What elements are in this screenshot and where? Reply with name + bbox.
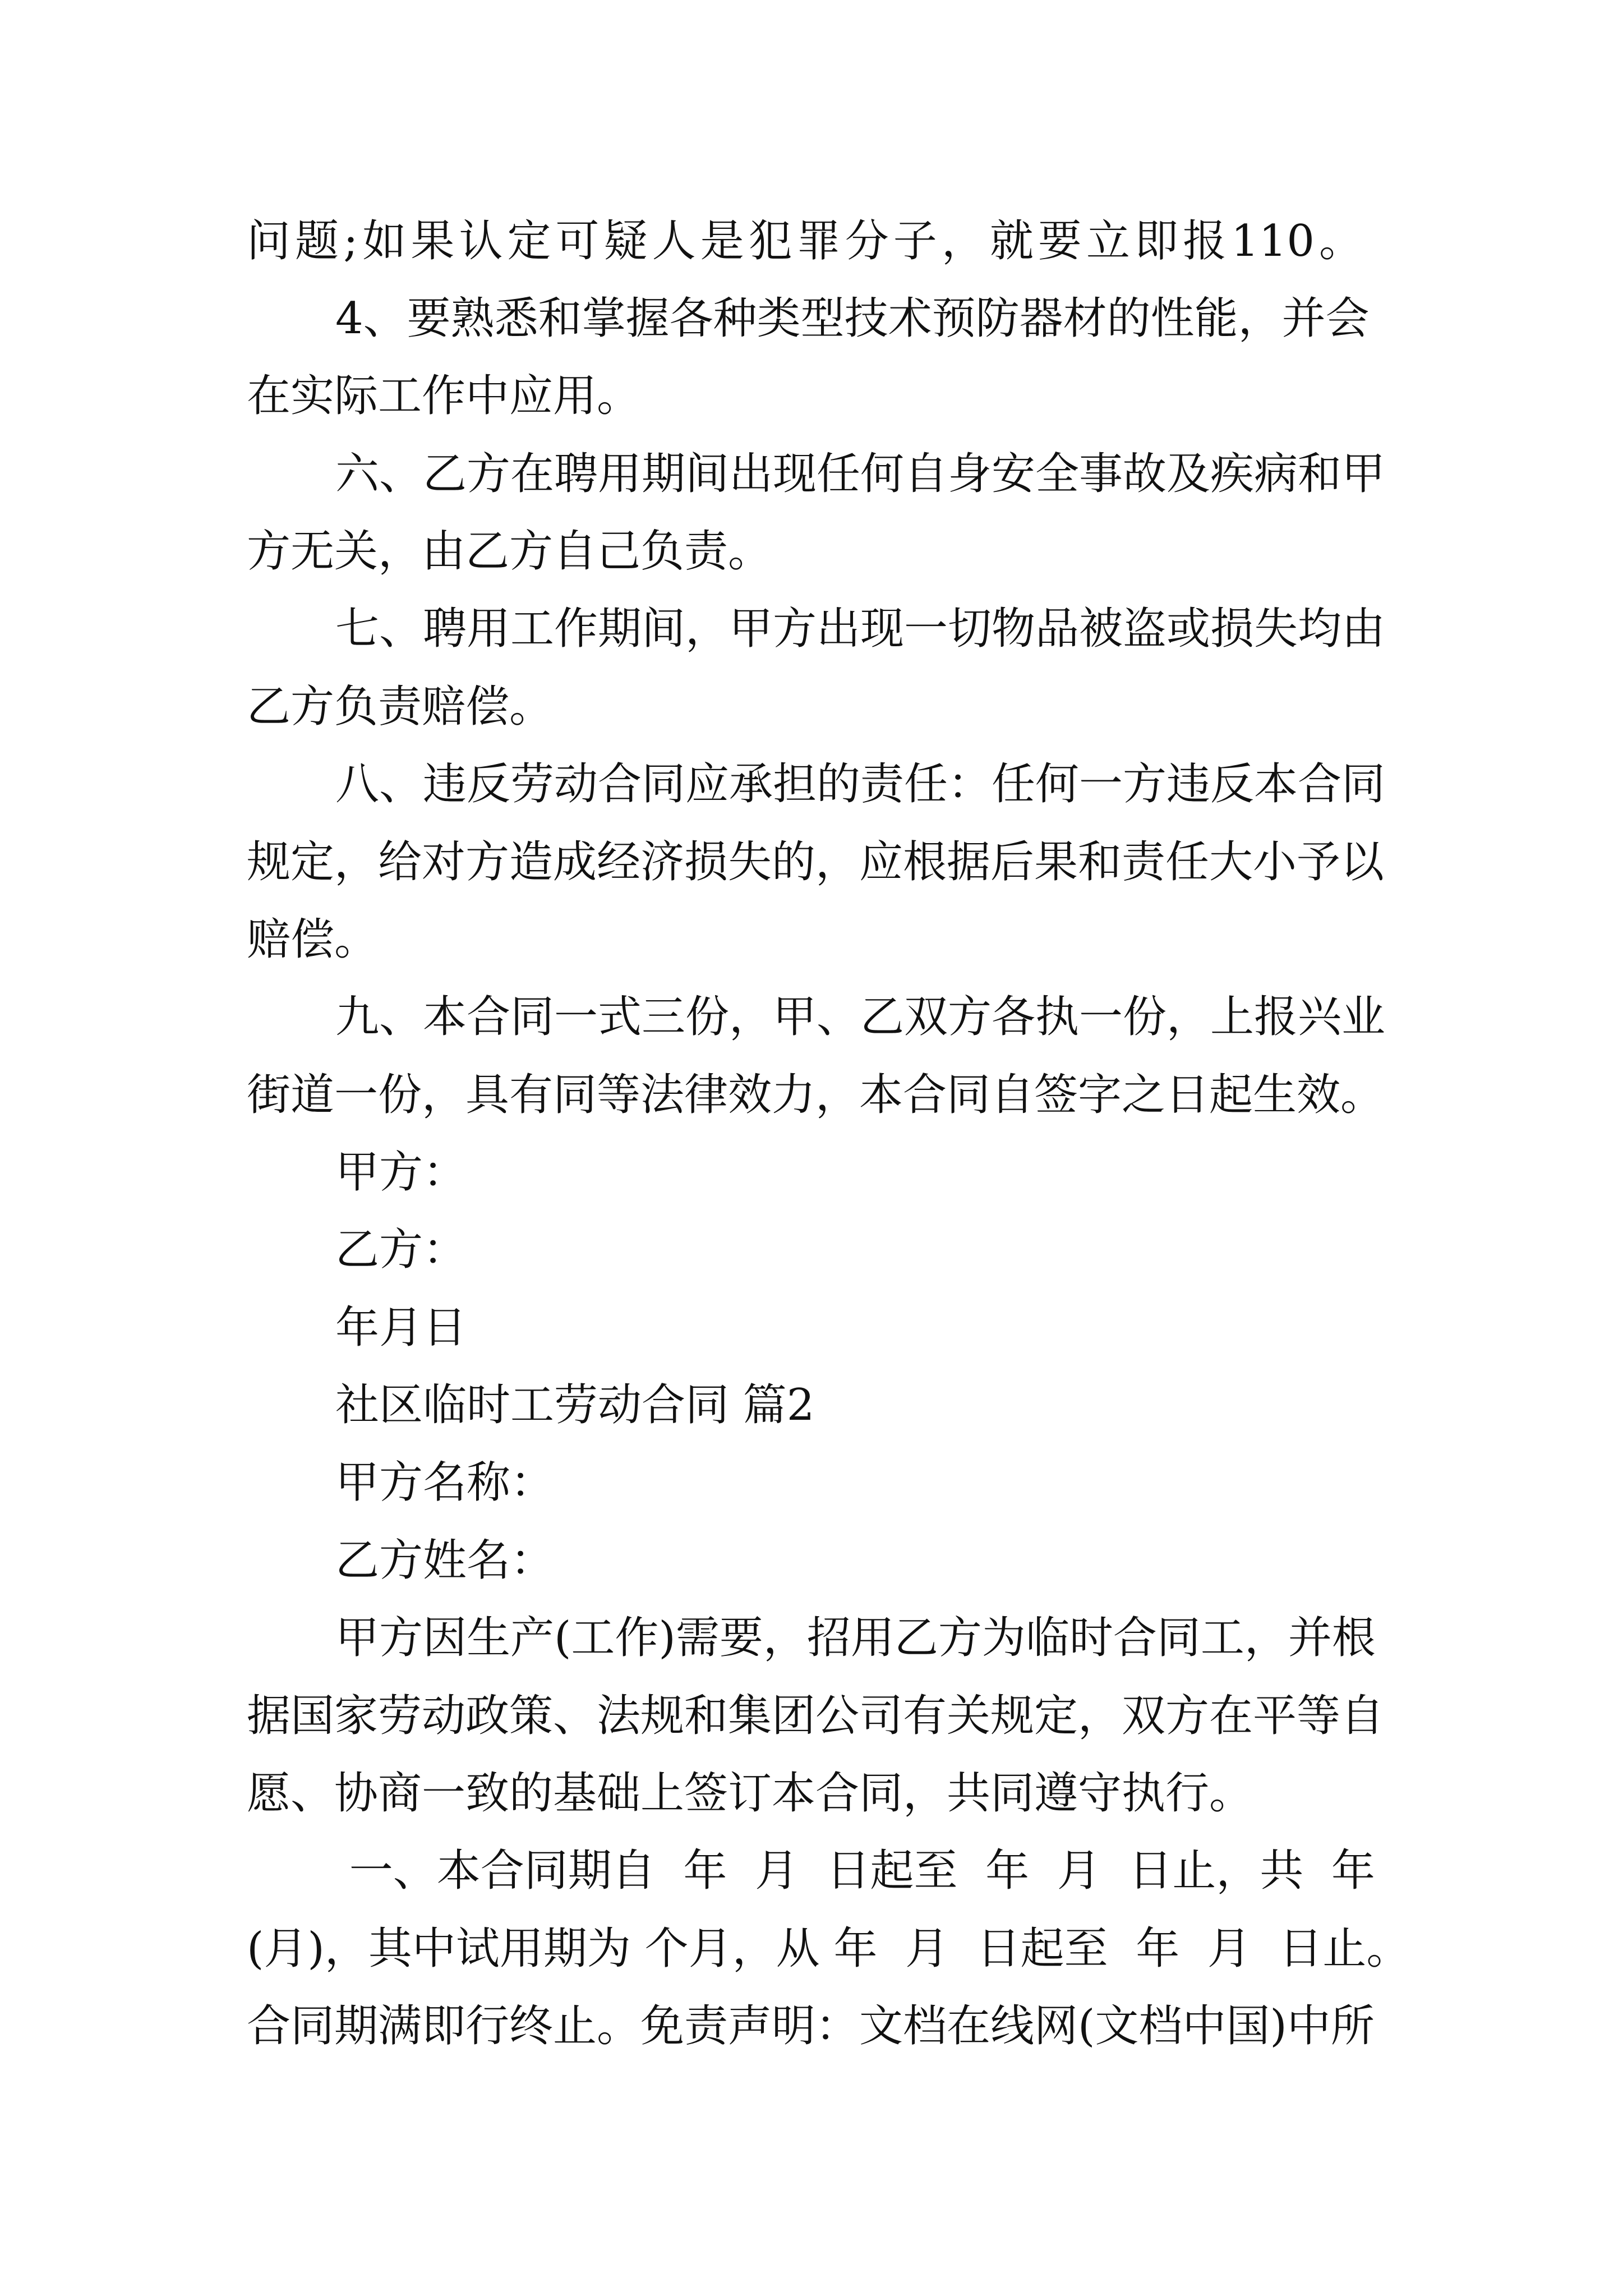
body-text-line: 问题;如果认定可疑人是犯罪分子，就要立即报110。	[247, 216, 1363, 266]
body-text-line: 街道一份，具有同等法律效力，本合同自签字之日起生效。	[247, 1070, 1385, 1120]
body-text-line: 在实际工作中应用。	[247, 371, 641, 421]
body-text-line: 愿、协商一致的基础上签订本合同，共同遵守执行。	[247, 1768, 1253, 1819]
clause-6-line: 六、乙方在聘用期间出现任何自身安全事故及疾病和甲	[335, 449, 1386, 499]
body-text-line: 据国家劳动政策、法规和集团公司有关规定，双方在平等自	[247, 1691, 1385, 1741]
clause-8-line: 八、违反劳动合同应承担的责任：任何一方违反本合同	[335, 759, 1386, 809]
clause-7-line: 七、聘用工作期间，甲方出现一切物品被盗或损失均由	[335, 604, 1386, 654]
party-b-name-label: 乙方姓名：	[335, 1535, 555, 1586]
body-text-line: 乙方负责赔偿。	[247, 682, 554, 732]
body-text-line: 方无关，由乙方自己负责。	[247, 526, 772, 577]
body-text-line: 4、要熟悉和掌握各种类型技术预防器材的性能，并会	[335, 293, 1370, 344]
body-text-line: 赔偿。	[247, 914, 379, 965]
date-label: 年月日	[335, 1303, 467, 1353]
body-text-line: 合同期满即行终止。免责声明：文档在线网(文档中国)中所	[247, 2001, 1375, 2051]
party-a-name-label: 甲方名称：	[335, 1457, 555, 1508]
party-b-signature-label: 乙方：	[335, 1225, 467, 1275]
clause-9-line: 九、本合同一式三份，甲、乙双方各执一份，上报兴业	[335, 992, 1386, 1042]
section-heading: 社区临时工劳动合同 篇2	[335, 1380, 815, 1430]
body-text-line: (月)，其中试用期为 个月，从 年 月 日起至 年 月 日止。	[247, 1924, 1410, 1974]
party-a-signature-label: 甲方：	[335, 1147, 467, 1198]
clause-1-line: 一、本合同期自 年 月 日起至 年 月 日止，共 年	[335, 1846, 1375, 1896]
body-text-line: 规定，给对方造成经济损失的，应根据后果和责任大小予以	[247, 837, 1385, 887]
body-text-line: 甲方因生产(工作)需要，招用乙方为临时合同工，并根	[335, 1613, 1376, 1663]
